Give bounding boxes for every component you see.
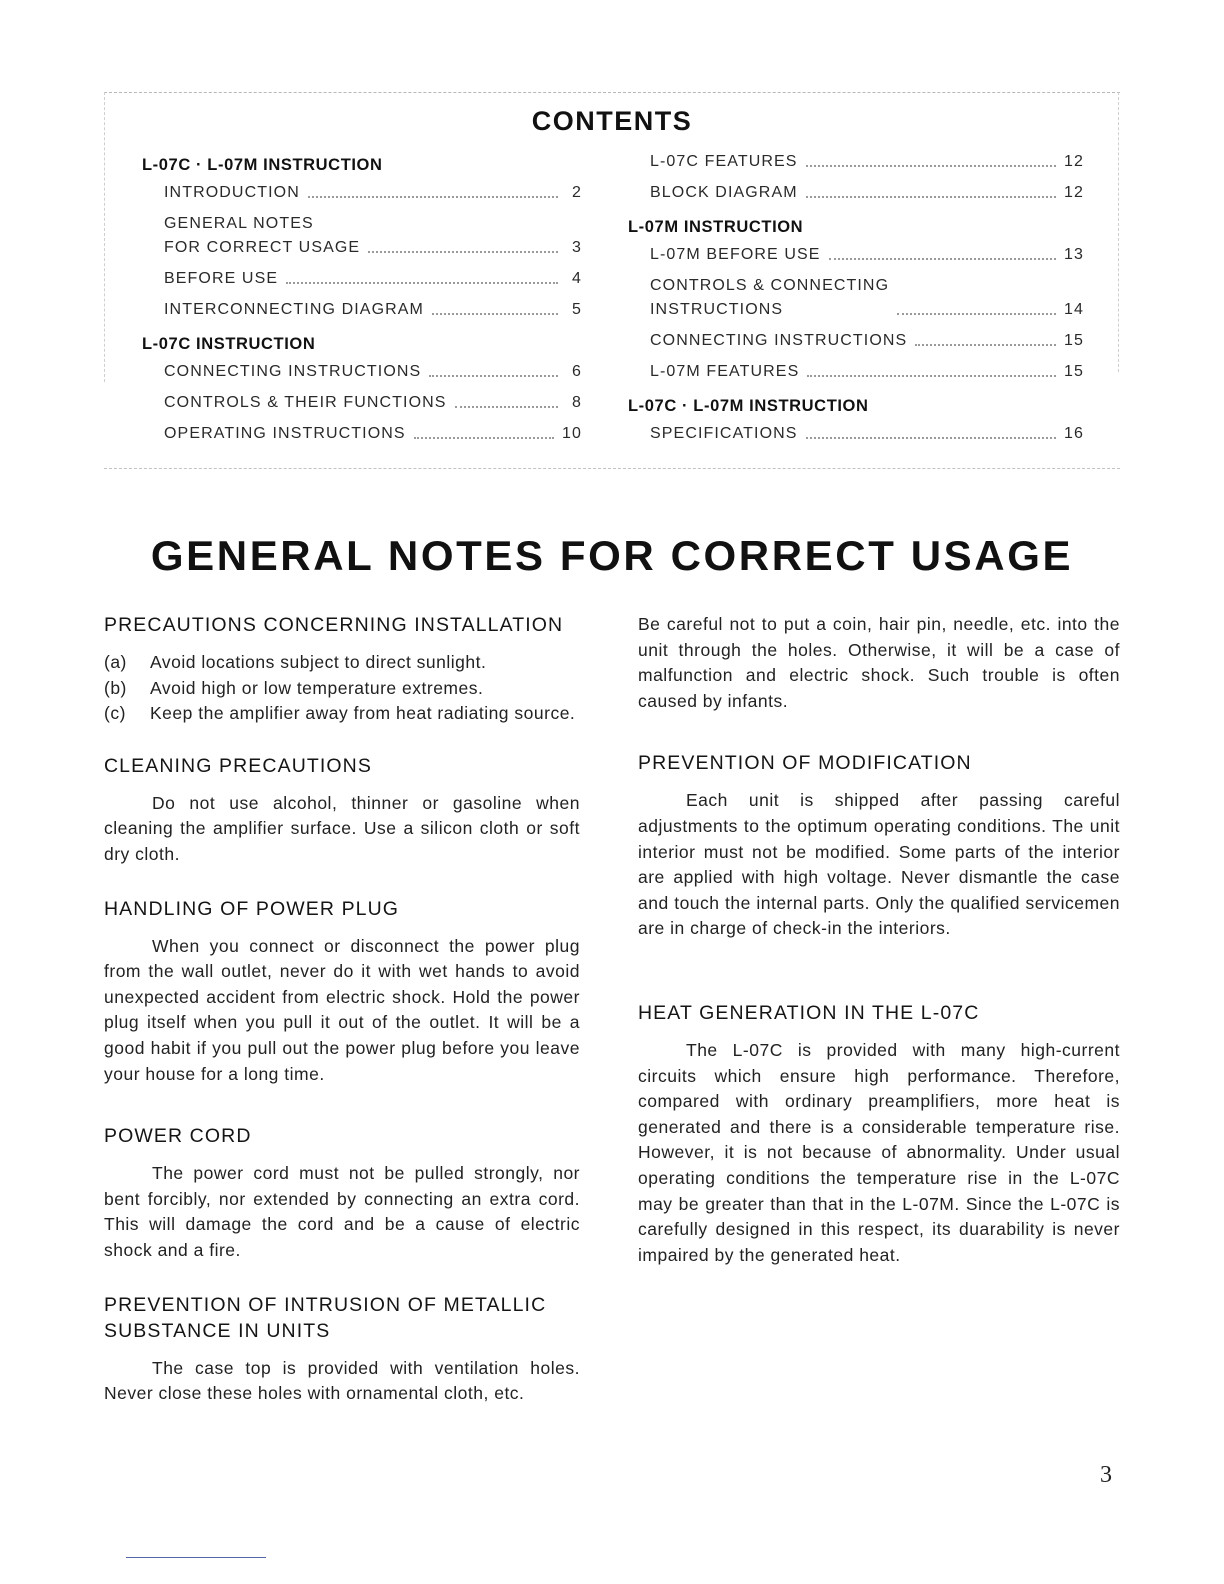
modification-paragraph: Each unit is shipped after passing careful adjustments to the optimum operating conditions. The unit interior must not be modified. Some parts of the interior are applied with high voltage. Never dismantle the case and touch the internal parts. Only the qualified servicemen are in charge of check-in the interiors. [638,790,1120,939]
toc-entry-label: L-07C FEATURES [650,153,798,170]
toc-dot-leader [368,251,558,253]
toc-entry [142,181,582,205]
power-plug-paragraph: When you connect or disconnect the power plug from the wall outlet, never do it with wet hands to avoid unexpected accident from electric shock. Hold the power plug itself when you pull it out of the outlet. It will be a good habit if you pull out the power plug before you leave your house for a long time. [104,935,580,1084]
toc-entry-label: CONTROLS & THEIR FUNCTIONS [164,394,447,411]
toc-dot-leader [432,313,558,315]
list-text: Keep the amplifier away from heat radiating source. [150,703,576,724]
list-marker: (b) [104,677,127,698]
list-marker: (c) [104,703,126,724]
list-text: Avoid locations subject to direct sunlight. [150,652,487,672]
heat-paragraph: The L-07C is provided with many high-current circuits which ensure high performance. Therefore, compared with ordinary preamplifiers, more heat is generated and there is a considerable temperature rise. However, it is not because of abnormality. Under usual operating conditions the temperature rise in the L-07C may be greater than that in the L-07M. Since the L-07C is carefully designed in this respect, its duarability is never impaired by the generated heat. [638,1039,1120,1265]
page-title: GENERAL NOTES FOR CORRECT USAGE [150,532,1074,579]
installation-heading: PRECAUTIONS CONCERNING INSTALLATION [104,614,564,636]
cleaning-heading: CLEANING PRECAUTIONS [104,754,372,777]
toc-page-number: 14 [1064,301,1084,318]
toc-entry-label: L-07M FEATURES [650,363,800,380]
page-number: 3 [1100,1462,1112,1488]
toc-dot-leader [806,165,1056,167]
toc-page-number: 4 [572,270,582,287]
left-text-column [104,612,580,1407]
contents-frame-top [104,92,1120,93]
toc-page-number: 10 [562,425,582,442]
bottom-rule [126,1557,266,1558]
toc-entry-label: INTRODUCTION [164,184,300,201]
toc-entry-label: CONTROLS & CONNECTING INSTRUCTIONS [650,277,890,318]
toc-entry [628,181,1084,205]
toc-entry-label: BLOCK DIAGRAM [650,184,798,201]
list-item [104,650,580,676]
toc-entry-label: CONNECTING INSTRUCTIONS [164,363,422,380]
power-cord-paragraph: The power cord must not be pulled strongly, nor bent forcibly, nor extended by connecting an extra cord. This will damage the cord and be a cause of electric shock and a fire. [104,1163,580,1260]
installation-list [104,650,580,727]
toc-dot-leader [829,258,1056,260]
toc-entry-label: CONNECTING INSTRUCTIONS [650,332,908,349]
toc-page-number: 15 [1064,363,1084,380]
toc-dot-leader [897,313,1056,315]
toc-dot-leader [455,406,558,408]
list-item [104,701,580,727]
toc-entry-label: GENERAL NOTES FOR CORRECT USAGE [164,215,361,256]
toc-page-number: 12 [1064,153,1084,170]
toc-entry-label: OPERATING INSTRUCTIONS [164,425,406,442]
toc-dot-leader [807,375,1056,377]
toc-entry [628,274,1084,322]
contents-title: CONTENTS [531,106,693,136]
list-marker: (a) [104,652,127,672]
toc-section-heading: L-07C INSTRUCTION [142,335,316,353]
intrusion-heading: PREVENTION OF INTRUSION OF METALLIC SUBSTANCE IN UNITS [104,1293,547,1342]
toc-entry [628,243,1084,267]
power-plug-heading: HANDLING OF POWER PLUG [104,897,400,920]
toc-page-number: 12 [1064,184,1084,201]
toc-entry [628,360,1084,384]
toc-section-heading: L-07M INSTRUCTION [628,218,804,236]
toc-dot-leader [806,437,1056,439]
toc-entry [628,422,1084,446]
toc-page-number: 6 [572,363,582,380]
toc-page-number: 15 [1064,332,1084,349]
list-text: Avoid high or low temperature extremes. [150,677,484,698]
toc-entry [142,212,582,260]
toc-entry [142,391,582,415]
toc-entry-label: L-07M BEFORE USE [650,246,821,263]
toc-dot-leader [429,375,558,377]
intrusion-continued-paragraph: Be careful not to put a coin, hair pin, needle, etc. into the unit through the holes. Otherwise, it will be a case of malfunction and electric shock. Such trouble is often caused by infants. [638,614,1120,711]
toc-dot-leader [915,344,1056,346]
toc-dot-leader [286,282,558,284]
toc-dot-leader [806,196,1056,198]
toc-page-number: 3 [572,239,582,256]
toc-entry [142,298,582,322]
toc-entry-label: SPECIFICATIONS [650,425,798,442]
toc-dot-leader [308,196,558,198]
toc-section-heading: L-07C · L-07M INSTRUCTION [628,397,869,415]
toc-left-column [142,150,582,453]
contents-frame-bottom [104,468,1120,469]
toc-entry-label: INTERCONNECTING DIAGRAM [164,301,424,318]
list-item [104,676,580,702]
toc-entry [142,267,582,291]
toc-dot-leader [414,437,554,439]
toc-page-number: 8 [572,394,582,411]
cleaning-paragraph: Do not use alcohol, thinner or gasoline when cleaning the amplifier surface. Use a silicon cloth or soft dry cloth. [104,792,580,864]
toc-right-column [628,150,1084,453]
heat-heading: HEAT GENERATION IN THE L-07C [638,1001,980,1024]
toc-section-heading: L-07C · L-07M INSTRUCTION [142,156,383,174]
toc-page-number: 13 [1064,246,1084,263]
toc-entry [628,329,1084,353]
toc-page-number: 2 [572,184,582,201]
power-cord-heading: POWER CORD [104,1125,252,1148]
toc-entry-label: BEFORE USE [164,270,279,287]
intrusion-paragraph: The case top is provided with ventilation holes. Never close these holes with ornamental cloth, etc. [104,1357,580,1404]
toc-entry [142,422,582,446]
toc-entry [628,150,1084,174]
toc-page-number: 5 [572,301,582,318]
modification-heading: PREVENTION OF MODIFICATION [638,752,972,775]
right-text-column [638,612,1120,1268]
toc-entry [142,360,582,384]
toc-page-number: 16 [1064,425,1084,442]
